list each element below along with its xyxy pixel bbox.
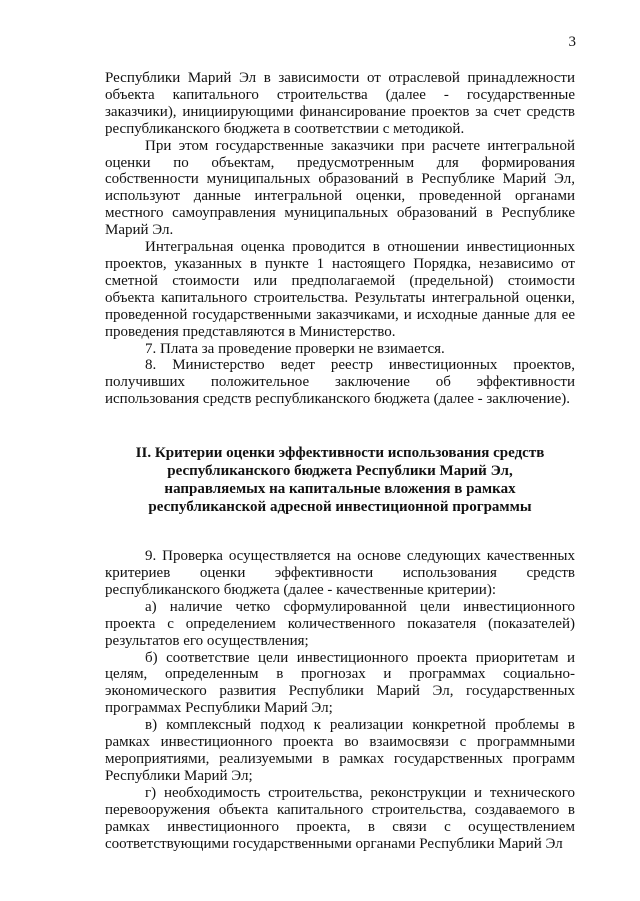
section-heading-line: республиканского бюджета Республики Марий Эл,: [167, 463, 513, 480]
paragraph: Республики Марий Эл в зависимости от отраслевой принадлежности объекта капитального строительства (далее - государственные заказчики), инициирующими финансирование проектов за счет средств республиканского бюджета в соответствии с методикой.: [105, 70, 575, 137]
paragraph: г) необходимость строительства, реконструкции и технического перевооружения объекта капитального строительства, создаваемого в рамках инвестиционного проекта, в связи с осуществлением соответствующими государственными органами Республики Марий Эл: [105, 784, 575, 852]
document-body: [105, 70, 575, 852]
section-heading-line: республиканской адресной инвестиционной программы: [148, 499, 532, 516]
paragraph: а) наличие четко сформулированной цели инвестиционного проекта с определением количественного показателя (показателей) результатов его осуществления;: [105, 598, 575, 649]
paragraph: 7. Плата за проведение проверки не взимается.: [145, 340, 445, 357]
paragraph: 9. Проверка осуществляется на основе следующих качественных критериев оценки эффективности использования средств республиканского бюджета (далее - качественные критерии):: [105, 548, 575, 598]
paragraphs-top: [105, 70, 575, 408]
section-heading-line: направляемых на капитальные вложения в рамках: [164, 481, 516, 498]
section-heading: [105, 444, 575, 516]
paragraph: Интегральная оценка проводится в отношении инвестиционных проектов, указанных в пункте 1 настоящего Порядка, независимо от сметной стоимости или предполагаемой (предельной) стоимости объекта капитального строительства. Результаты интегральной оценки, проведенной государственными заказчиками, и исходные данные для ее проведения представляются в Министерство.: [105, 239, 575, 340]
paragraph: 8. Министерство ведет реестр инвестиционных проектов, получивших положительное заключение об эффективности использования средств республиканского бюджета (далее - заключение).: [105, 357, 575, 408]
paragraph: При этом государственные заказчики при расчете интегральной оценки по объектам, предусмотренным для формирования собственности муниципальных образований в Республике Марий Эл, используют данные интегральной оценки, проведенной органами местного самоуправления муниципальных образований в Республике Марий Эл.: [105, 137, 575, 239]
paragraphs-bottom: [105, 548, 575, 852]
paragraph: б) соответствие цели инвестиционного проекта приоритетам и целям, определенным в прогнозах и программах социально-экономического развития Республики Марий Эл, государственных программах Республики Марий Эл;: [105, 649, 575, 717]
page-number: 3: [568, 34, 576, 50]
section-heading-line: II. Критерии оценки эффективности использования средств: [135, 445, 545, 462]
paragraph: в) комплексный подход к реализации конкретной проблемы в рамках инвестиционного проекта во взаимосвязи с программными мероприятиями, реализуемыми в рамках государственных программ Республики Марий Эл;: [105, 717, 575, 784]
